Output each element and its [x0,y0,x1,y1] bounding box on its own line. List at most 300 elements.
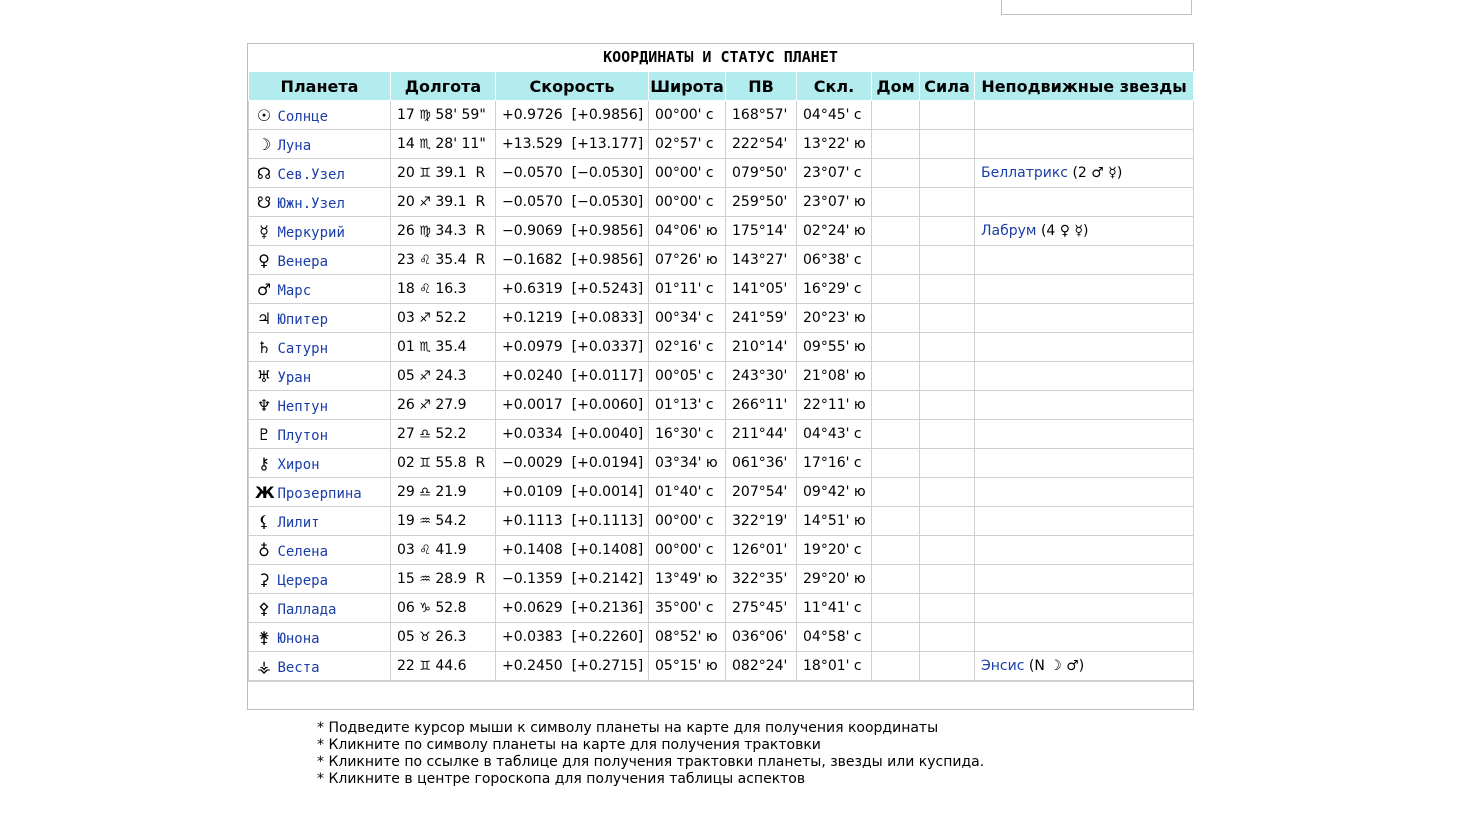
longitude-degree: 14 [397,136,415,152]
planet-symbol-icon[interactable]: ☿ [259,221,269,241]
cell-planet [249,275,391,304]
cell-right-ascension: 275°45' [726,594,797,623]
table-row [249,420,1194,449]
cell-speed [496,101,649,130]
retrograde-flag: R [475,165,486,181]
cell-planet [249,362,391,391]
note-item: * Кликните по ссылке в таблице для получения трактовки планеты, звезды или куспида. [317,754,985,770]
zodiac-sign-icon: ♎ [419,427,431,442]
cell-speed [496,246,649,275]
cell-speed [496,652,649,681]
cell-fixed-star [975,333,1194,362]
longitude-minutes: 34.3 [435,223,467,239]
cell-longitude [391,507,496,536]
table-footer-row [248,681,1193,709]
longitude-degree: 06 [397,600,415,616]
cell-planet [249,536,391,565]
cell-speed [496,449,649,478]
zodiac-sign-icon: ♊ [419,456,431,471]
longitude-minutes: 54.2 [435,513,467,529]
cell-right-ascension: 243°30' [726,362,797,391]
planet-symbol-icon[interactable]: ♅ [256,366,272,386]
longitude-degree: 01 [397,339,415,355]
cell-fixed-star [975,420,1194,449]
longitude-degree: 03 [397,542,415,558]
speed-avg: [+0.9856] [571,252,644,268]
planet-symbol-icon[interactable]: ⚶ [257,656,271,676]
cell-power [920,507,975,536]
speed-avg: [+0.2260] [571,629,644,645]
cell-speed [496,304,649,333]
cell-latitude: 35°00' с [649,594,726,623]
cell-house [872,188,920,217]
header-planet: Планета [249,72,391,101]
cell-declination: 16°29' с [797,275,872,304]
planet-symbol-icon[interactable]: ♀ [258,250,270,270]
table-row [249,159,1194,188]
cell-power [920,188,975,217]
cell-right-ascension: 211°44' [726,420,797,449]
cell-power [920,130,975,159]
longitude-degree: 26 [397,397,415,413]
table-header-row [249,72,1194,101]
planet-symbol-icon[interactable]: ♁ [258,540,270,560]
table-row [249,333,1194,362]
speed-value: +0.9726 [502,107,563,123]
planet-symbol-icon[interactable]: ♂ [256,279,272,299]
speed-avg: [−0.0530] [571,194,644,210]
cell-right-ascension: 241°59' [726,304,797,333]
fixed-star-info: (N ☽ ♂) [1028,658,1085,674]
cell-longitude [391,594,496,623]
table-row [249,246,1194,275]
cell-fixed-star [975,246,1194,275]
cell-house [872,333,920,362]
cell-speed [496,333,649,362]
cell-right-ascension: 082°24' [726,652,797,681]
instructions [317,720,984,788]
planet-link[interactable]: Плутон [277,427,329,444]
speed-avg: [+0.1408] [571,542,644,558]
fixed-star-link[interactable]: Лабрум [981,223,1037,239]
cell-fixed-star [975,478,1194,507]
cell-longitude [391,565,496,594]
longitude-minutes: 55.8 [435,455,467,471]
longitude-minutes: 35.4 [435,252,467,268]
cell-speed [496,362,649,391]
speed-value: −0.0029 [502,455,563,471]
speed-value: +0.6319 [502,281,563,297]
cell-power [920,623,975,652]
table-row [249,362,1194,391]
cell-house [872,623,920,652]
cell-speed [496,130,649,159]
cell-declination: 09°55' ю [797,333,872,362]
cell-house [872,101,920,130]
cell-right-ascension: 222°54' [726,130,797,159]
cell-latitude: 00°00' с [649,188,726,217]
header-latitude: Широта [649,72,726,101]
cell-fixed-star [975,623,1194,652]
zodiac-sign-icon: ♌ [419,543,431,558]
speed-value: +0.1113 [502,513,563,529]
cell-longitude [391,333,496,362]
planet-symbol-icon[interactable]: ☋ [256,192,272,212]
cell-right-ascension: 322°35' [726,565,797,594]
table-title: КООРДИНАТЫ И СТАТУС ПЛАНЕТ [248,44,1193,71]
planet-link[interactable]: Марс [277,282,312,299]
speed-value: −0.1359 [502,571,563,587]
cell-house [872,478,920,507]
cell-longitude [391,159,496,188]
planet-link[interactable]: Церера [277,572,329,589]
cell-declination: 04°43' с [797,420,872,449]
cell-latitude: 00°34' с [649,304,726,333]
cell-fixed-star [975,652,1194,681]
planet-link[interactable]: Юнона [277,630,320,647]
cell-planet [249,101,391,130]
planet-symbol-icon[interactable]: ⚳ [258,569,270,589]
header-fixed-stars: Неподвижные звезды [975,72,1194,101]
table-row [249,507,1194,536]
cell-latitude: 03°34' ю [649,449,726,478]
speed-value: −0.0570 [502,165,563,181]
cell-right-ascension: 259°50' [726,188,797,217]
speed-avg: [+0.0194] [571,455,644,471]
cell-declination: 23°07' ю [797,188,872,217]
speed-value: +0.0334 [502,426,563,442]
planet-link[interactable]: Прозерпина [277,485,362,502]
longitude-minutes: 39.1 [435,194,467,210]
cell-planet [249,188,391,217]
cell-declination: 22°11' ю [797,391,872,420]
retrograde-flag: R [475,223,486,239]
zodiac-sign-icon: ♐ [419,398,431,413]
cell-latitude: 00°00' с [649,159,726,188]
longitude-degree: 05 [397,629,415,645]
speed-avg: [+13.177] [571,136,644,152]
speed-avg: [+0.0833] [571,310,644,326]
cell-speed [496,565,649,594]
note-item: * Кликните по символу планеты на карте для получения трактовки [317,737,821,753]
header-longitude: Долгота [391,72,496,101]
cell-latitude: 02°57' с [649,130,726,159]
planet-link[interactable]: Луна [277,137,312,154]
cell-declination: 09°42' ю [797,478,872,507]
zodiac-sign-icon: ♊ [419,166,431,181]
cell-planet [249,159,391,188]
planet-symbol-icon[interactable]: ⚷ [258,453,270,473]
planet-link[interactable]: Веста [277,659,320,676]
table-row [249,391,1194,420]
fixed-star-link[interactable]: Энсис [981,658,1025,674]
cell-longitude [391,188,496,217]
longitude-degree: 03 [397,310,415,326]
planet-status-table [248,71,1194,681]
cell-power [920,246,975,275]
speed-avg: [+0.9856] [571,107,644,123]
retrograde-flag: R [475,571,486,587]
speed-value: +0.1408 [502,542,563,558]
planet-symbol-icon[interactable]: ☉ [256,105,272,125]
table-row [249,565,1194,594]
longitude-degree: 29 [397,484,415,500]
cell-latitude: 07°26' ю [649,246,726,275]
cell-longitude [391,652,496,681]
cell-speed [496,507,649,536]
zodiac-sign-icon: ♏ [419,340,431,355]
cell-latitude: 01°11' с [649,275,726,304]
longitude-degree: 05 [397,368,415,384]
speed-value: +0.0383 [502,629,563,645]
planet-symbol-icon[interactable]: ☊ [256,163,272,183]
speed-value: +0.0109 [502,484,563,500]
table-row [249,623,1194,652]
cell-planet [249,507,391,536]
cell-house [872,159,920,188]
cell-speed [496,420,649,449]
cell-planet [249,565,391,594]
planet-symbol-icon[interactable]: ☽ [256,134,272,154]
planet-symbol-icon[interactable]: ♆ [256,395,272,415]
fixed-star-link[interactable]: Беллатрикс [981,165,1068,181]
planet-symbol-icon[interactable]: ♄ [256,337,272,357]
longitude-minutes: 35.4 [435,339,467,355]
longitude-degree: 17 [397,107,415,123]
speed-avg: [+0.1113] [571,513,644,529]
planet-link[interactable]: Сев.Узел [277,166,345,183]
table-row [249,536,1194,565]
cell-planet [249,246,391,275]
cell-longitude [391,391,496,420]
cell-planet [249,304,391,333]
header-right-ascension: ПВ [726,72,797,101]
zodiac-sign-icon: ♉ [419,630,431,645]
cell-longitude [391,246,496,275]
longitude-degree: 22 [397,658,415,674]
cell-planet [249,449,391,478]
planet-link[interactable]: Хирон [277,456,320,473]
cell-planet [249,478,391,507]
planet-link[interactable]: Уран [277,369,312,386]
speed-avg: [+0.9856] [571,223,644,239]
cell-right-ascension: 175°14' [726,217,797,246]
cell-power [920,449,975,478]
speed-value: +0.2450 [502,658,563,674]
planet-link[interactable]: Юпитер [277,311,329,328]
zodiac-sign-icon: ♏ [419,137,431,152]
cell-fixed-star [975,594,1194,623]
cell-declination: 02°24' ю [797,217,872,246]
cell-declination: 04°45' с [797,101,872,130]
cell-fixed-star [975,391,1194,420]
cell-right-ascension: 126°01' [726,536,797,565]
longitude-degree: 23 [397,252,415,268]
longitude-degree: 15 [397,571,415,587]
cell-fixed-star [975,159,1194,188]
cell-declination: 14°51' ю [797,507,872,536]
cell-latitude: 13°49' ю [649,565,726,594]
planet-link[interactable]: Сатурн [277,340,329,357]
header-speed: Скорость [496,72,649,101]
cell-house [872,420,920,449]
planet-symbol-icon[interactable]: ⚸ [258,511,270,531]
cell-planet [249,130,391,159]
cell-power [920,101,975,130]
cell-planet [249,594,391,623]
cell-house [872,130,920,159]
header-power: Сила [920,72,975,101]
longitude-minutes: 27.9 [435,397,467,413]
cell-longitude [391,623,496,652]
cell-house [872,536,920,565]
planet-link[interactable]: Меркурий [277,224,345,241]
cell-house [872,275,920,304]
planet-link[interactable]: Венера [277,253,329,270]
planet-link[interactable]: Лилит [277,514,320,531]
table-row [249,130,1194,159]
cell-longitude [391,478,496,507]
cell-latitude: 00°00' с [649,507,726,536]
planet-link[interactable]: Селена [277,543,329,560]
cell-house [872,246,920,275]
cell-right-ascension: 143°27' [726,246,797,275]
cell-power [920,217,975,246]
zodiac-sign-icon: ♊ [419,659,431,674]
planet-symbol-icon[interactable]: ⚵ [258,627,270,647]
cell-speed [496,594,649,623]
cell-power [920,536,975,565]
cell-latitude: 02°16' с [649,333,726,362]
note-item: * Кликните в центре гороскопа для получения таблицы аспектов [317,771,806,787]
zodiac-sign-icon: ♐ [419,311,431,326]
zodiac-sign-icon: ♎ [419,485,431,500]
cell-latitude: 00°00' с [649,536,726,565]
longitude-minutes: 44.6 [435,658,467,674]
cell-declination: 21°08' ю [797,362,872,391]
cell-longitude [391,217,496,246]
cell-house [872,217,920,246]
cell-right-ascension: 207°54' [726,478,797,507]
longitude-minutes: 52.2 [435,310,467,326]
cell-declination: 06°38' с [797,246,872,275]
cell-speed [496,478,649,507]
cell-declination: 18°01' с [797,652,872,681]
cell-fixed-star [975,101,1194,130]
table-row [249,217,1194,246]
cell-fixed-star [975,304,1194,333]
cell-latitude: 16°30' с [649,420,726,449]
planet-status-table-panel [247,43,1194,710]
cell-house [872,449,920,478]
cell-planet [249,652,391,681]
cell-speed [496,623,649,652]
header-house: Дом [872,72,920,101]
table-row [249,304,1194,333]
cell-longitude [391,362,496,391]
header-declination: Скл. [797,72,872,101]
planet-link[interactable]: Паллада [277,601,337,618]
speed-avg: [+0.2136] [571,600,644,616]
table-row [249,275,1194,304]
speed-value: +0.0240 [502,368,563,384]
cell-power [920,391,975,420]
cell-latitude: 00°05' с [649,362,726,391]
cell-declination: 17°16' с [797,449,872,478]
cell-house [872,565,920,594]
cell-speed [496,159,649,188]
table-row [249,188,1194,217]
planet-symbol-icon[interactable]: ⚴ [258,598,270,618]
retrograde-flag: R [475,455,486,471]
cell-house [872,391,920,420]
cell-declination: 20°23' ю [797,304,872,333]
cell-right-ascension: 141°05' [726,275,797,304]
cell-fixed-star [975,362,1194,391]
longitude-degree: 26 [397,223,415,239]
longitude-degree: 18 [397,281,415,297]
speed-avg: [+0.2142] [571,571,644,587]
cell-right-ascension: 266°11' [726,391,797,420]
longitude-minutes: 28' 11" [435,136,486,152]
cell-power [920,304,975,333]
cell-house [872,362,920,391]
speed-avg: [+0.0040] [571,426,644,442]
planet-symbol-icon[interactable]: Ж [255,482,275,502]
longitude-degree: 27 [397,426,415,442]
speed-value: +0.0629 [502,600,563,616]
cell-speed [496,391,649,420]
cell-longitude [391,420,496,449]
planet-link[interactable]: Солнце [277,108,329,125]
retrograde-flag: R [475,252,486,268]
cell-power [920,275,975,304]
zodiac-sign-icon: ♍ [419,108,431,123]
cell-right-ascension: 036°06' [726,623,797,652]
cell-power [920,652,975,681]
zodiac-sign-icon: ♍ [419,224,431,239]
cell-fixed-star [975,449,1194,478]
planet-link[interactable]: Нептун [277,398,329,415]
longitude-minutes: 52.8 [435,600,467,616]
cell-declination: 19°20' с [797,536,872,565]
cell-power [920,478,975,507]
table-row [249,594,1194,623]
cell-longitude [391,130,496,159]
speed-avg: [+0.2715] [571,658,644,674]
cell-longitude [391,304,496,333]
top-input-box [1001,0,1192,15]
cell-speed [496,536,649,565]
cell-latitude: 04°06' ю [649,217,726,246]
cell-latitude: 00°00' с [649,101,726,130]
planet-symbol-icon[interactable]: ♇ [256,424,272,444]
table-row [249,101,1194,130]
cell-speed [496,188,649,217]
speed-avg: [+0.0014] [571,484,644,500]
cell-planet [249,623,391,652]
planet-link[interactable]: Южн.Узел [277,195,345,212]
planet-symbol-icon[interactable]: ♃ [256,308,272,328]
cell-house [872,594,920,623]
cell-declination: 29°20' ю [797,565,872,594]
cell-fixed-star [975,188,1194,217]
cell-declination: 23°07' с [797,159,872,188]
zodiac-sign-icon: ♐ [419,195,431,210]
cell-latitude: 08°52' ю [649,623,726,652]
cell-latitude: 05°15' ю [649,652,726,681]
table-row [249,478,1194,507]
